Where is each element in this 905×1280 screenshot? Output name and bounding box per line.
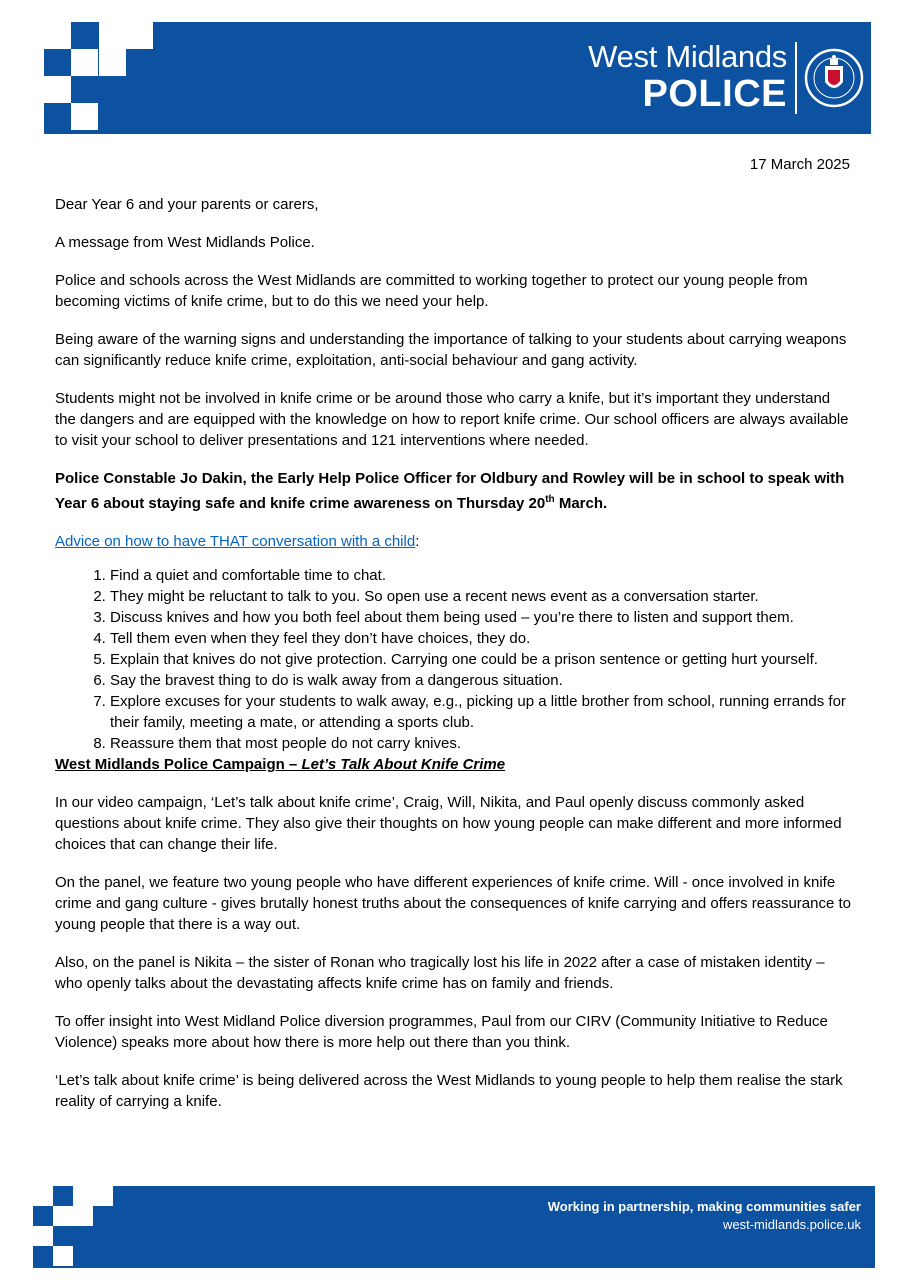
advice-list — [55, 565, 853, 754]
intro: A message from West Midlands Police. — [55, 234, 315, 251]
police-crest-icon — [803, 42, 865, 114]
checker-square — [71, 103, 98, 130]
checker-square — [99, 49, 126, 76]
checker-square — [33, 1226, 53, 1246]
list-item: 5. Explain that knives do not give protection. Carrying one could be a prison sentence or getting hurt yourself. — [110, 649, 853, 670]
checker-square — [44, 22, 71, 49]
checker-square — [126, 22, 153, 49]
campaign-paragraph: ‘Let’s talk about knife crime’ is being delivered across the West Midlands to young people to help them realise the stark reality of carrying a knife. — [55, 1072, 843, 1110]
brand-divider — [795, 42, 797, 114]
salutation: Dear Year 6 and your parents or carers, — [55, 196, 319, 213]
campaign-heading-plain: West Midlands Police Campaign – — [55, 756, 302, 773]
checker-square — [44, 76, 71, 103]
campaign-paragraph: On the panel, we feature two young people who have different experiences of knife crime. Will - once involved in knife crime and gang culture - gives brutally honest truths about the consequences of knife carrying and offers reassurance to young people that there is a way out. — [55, 874, 852, 933]
campaign-heading — [55, 754, 853, 775]
brand-logo-text — [588, 40, 787, 114]
campaign-heading-italic: Let’s Talk About Knife Crime — [301, 756, 506, 773]
announcement-end: March. — [554, 495, 608, 512]
announcement-sup: th — [545, 494, 555, 505]
advice-link-suffix: : — [415, 533, 420, 550]
list-item: 3. Discuss knives and how you both feel about them being used – you’re there to listen and support them. — [110, 607, 853, 628]
list-item: 7. Explore excuses for your students to walk away, e.g., picking up a little brother from school, running errands for their family, meeting a mate, or attending a sports club. — [110, 691, 853, 733]
footer-tagline: Working in partnership, making communities safer — [547, 1199, 861, 1214]
campaign-paragraph: To offer insight into West Midland Police diversion programmes, Paul from our CIRV (Community Initiative to Reduce Violence) speaks more about how there is more help out there than you think. — [55, 1013, 828, 1051]
list-item: 8. Reassure them that most people do not carry knives. — [110, 733, 853, 754]
brand-line2: POLICE — [642, 73, 787, 115]
campaign-paragraph: Also, on the panel is Nikita – the sister of Ronan who tragically lost his life in 2022 after a case of mistaken identity – who openly talks about the devastating affects knife crime has on family and friends. — [55, 954, 825, 992]
header-banner — [44, 22, 871, 134]
advice-link[interactable]: Advice on how to have THAT conversation with a child — [55, 533, 416, 550]
checker-square — [93, 1186, 113, 1206]
list-item: 1. Find a quiet and comfortable time to chat. — [110, 565, 853, 586]
letter-body — [55, 194, 853, 1129]
checker-square — [33, 1186, 53, 1206]
checker-square — [53, 1246, 73, 1266]
footer-text — [548, 1198, 861, 1234]
list-item: 2. They might be reluctant to talk to you. So open use a recent news event as a conversation starter. — [110, 586, 853, 607]
list-item: 6. Say the bravest thing to do is walk away from a dangerous situation. — [110, 670, 853, 691]
checker-square — [73, 1186, 93, 1206]
announcement — [55, 468, 853, 514]
checker-square — [99, 22, 126, 49]
checker-square — [71, 49, 98, 76]
paragraph: Students might not be involved in knife crime or be around those who carry a knife, but it’s important they understand the dangers and are equipped with the knowledge on how to report knife crime. Our school officers are always available to visit your school to deliver presentations and 121 interventions where needed. — [55, 390, 849, 449]
announcement-main: Police Constable Jo Dakin, the Early Help Police Officer for Oldbury and Rowley will be in school to speak with Year 6 about staying safe and knife crime awareness on Thursday 20 — [55, 470, 845, 512]
paragraph: Being aware of the warning signs and understanding the importance of talking to your students about carrying weapons can significantly reduce knife crime, exploitation, anti-social behaviour and gang activity. — [55, 331, 847, 369]
footer-banner — [33, 1186, 875, 1268]
list-item: 4. Tell them even when they feel they don’t have choices, they do. — [110, 628, 853, 649]
checker-square — [53, 1206, 73, 1226]
campaign-paragraph: In our video campaign, ‘Let’s talk about knife crime’, Craig, Will, Nikita, and Paul openly discuss commonly asked questions about knife crime. They also give their thoughts on how young people can make different and more informed choices that can change their life. — [55, 794, 842, 853]
footer-url[interactable]: west-midlands.police.uk — [722, 1217, 861, 1232]
letter-date: 17 March 2025 — [749, 156, 850, 173]
advice-intro — [55, 531, 853, 552]
brand-line1: West Midlands — [588, 39, 787, 74]
checker-square — [73, 1206, 93, 1226]
paragraph: Police and schools across the West Midlands are committed to working together to protect our young people from becoming victims of knife crime, but to do this we need your help. — [55, 272, 808, 310]
